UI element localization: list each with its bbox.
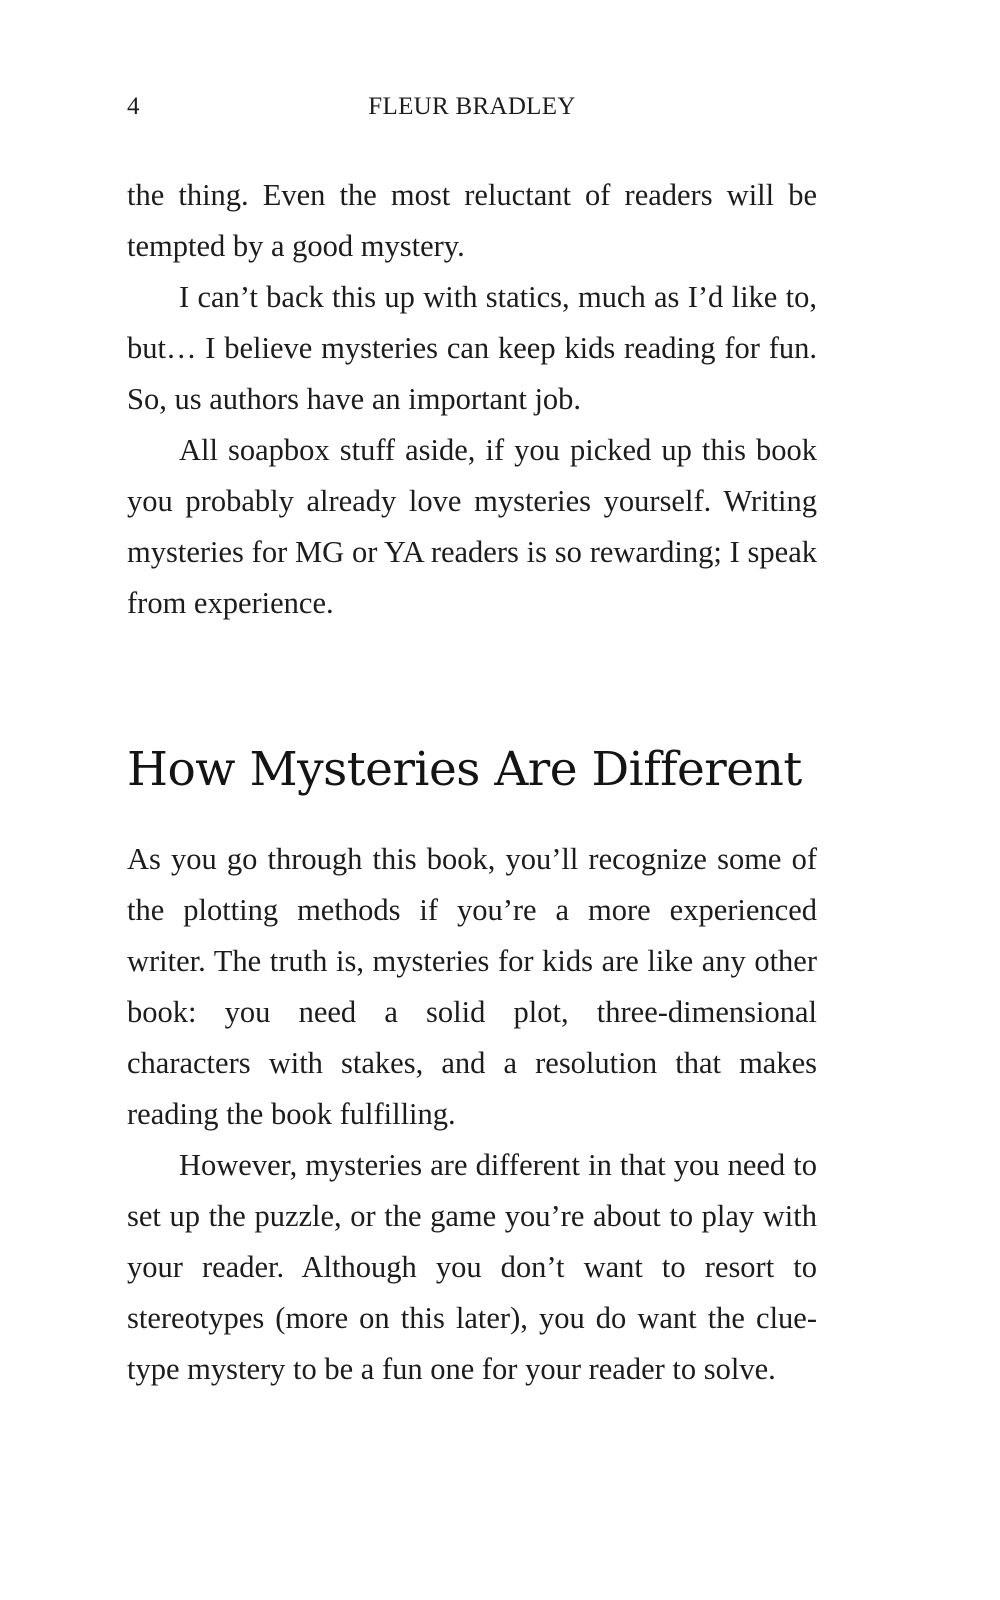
page-number: 4	[127, 93, 140, 120]
section-paragraph: However, mysteries are different in that you need to set up the puzzle, or the game you’re about to play with your reader. Although you don’t want to resort to stereotypes (more on this later), you do want the clue-type mystery to be a fun one for your reader to solve.	[127, 1148, 817, 1386]
section-heading: How Mysteries Are Different	[127, 742, 802, 797]
running-header	[127, 92, 817, 122]
running-head-author: FLEUR BRADLEY	[368, 93, 576, 120]
intro-paragraph: I can’t back this up with statics, much as I’d like to, but… I believe mysteries can keep kids reading for fun. So, us authors have an important job.	[127, 280, 817, 416]
section-text	[127, 834, 817, 1395]
section-paragraph: As you go through this book, you’ll recognize some of the plotting methods if you’re a more experienced writer. The truth is, mysteries for kids are like any other book: you need a solid plot, three-dimensional characters with stakes, and a resolution that makes reading the book fulfilling.	[127, 842, 817, 1131]
intro-paragraph: the thing. Even the most reluctant of readers will be tempted by a good mystery.	[127, 178, 817, 263]
intro-paragraph: All soapbox stuff aside, if you picked up this book you probably already love mysteries yourself. Writing mysteries for MG or YA readers is so rewarding; I speak from experience.	[127, 433, 817, 620]
intro-text	[127, 170, 817, 629]
